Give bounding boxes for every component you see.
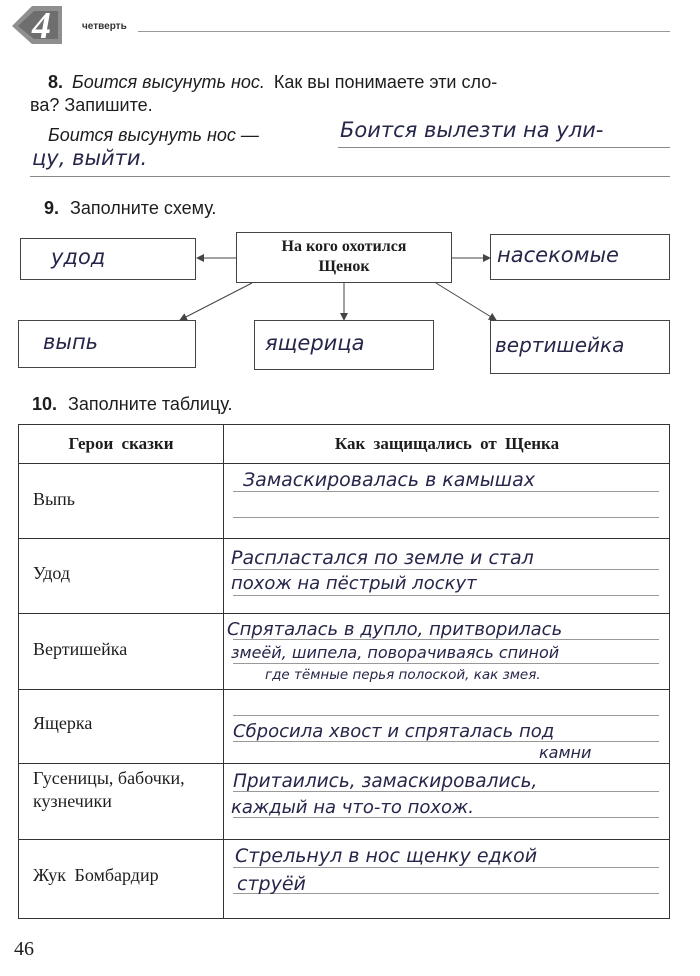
answer-rule (233, 867, 659, 868)
answer-text: похож на пёстрый лоскут (231, 573, 477, 594)
answer-rule (233, 491, 659, 492)
task10-heading (32, 394, 232, 415)
hero-cell: Вертишейка (33, 639, 128, 659)
table-header-defense: Как защищались от Щенка (334, 434, 560, 453)
task10-number: 10. (32, 394, 58, 414)
quarter-number: 4 (32, 5, 51, 47)
arrow-to-bottom-right (436, 283, 496, 320)
table-column-divider (223, 425, 224, 918)
answer-text: Замаскировалась в камышах (243, 469, 536, 491)
answer-text: каждый на что-то похож. (231, 797, 474, 818)
answer-rule (233, 715, 659, 716)
scheme-box-bottom-middle-text: ящерица (265, 331, 365, 355)
answer-text: струёй (237, 873, 306, 895)
scheme-box-bottom-left (18, 320, 196, 368)
arrow-to-bottom-left (180, 283, 252, 320)
answers-table (18, 424, 670, 919)
hero-cell: Удод (33, 563, 71, 583)
scheme-box-bottom-right (490, 320, 670, 374)
table-header-heroes: Герои сказки (68, 434, 174, 453)
answer-text: змеёй, шипела, поворачиваясь спиной (231, 643, 560, 662)
row-border-3 (19, 689, 669, 690)
quarter-label: четверть (82, 21, 127, 32)
scheme-center-text: На кого охотился Щенок (281, 238, 407, 275)
task8-number: 8. (48, 72, 64, 92)
answer-rule (233, 595, 659, 596)
task8-answer-line1: Боится вылезти на ули- (340, 118, 604, 142)
task10-instruction: Заполните таблицу. (68, 394, 233, 414)
scheme-center-box (236, 232, 452, 283)
task8-answer-line2: цу, выйти. (32, 146, 148, 170)
answer-text: Притаились, замаскировались, (233, 771, 538, 792)
task8-question-line2: ва? Запишите. (30, 95, 153, 115)
task8-quote: Боится высунуть нос. (72, 72, 265, 92)
answer-rule (233, 663, 659, 664)
answer-text: Сбросила хвост и спряталась под (233, 721, 555, 742)
scheme-box-top-right-text: насекомые (497, 243, 619, 267)
answer-rule (233, 569, 659, 570)
row-border-2 (19, 613, 669, 614)
hero-cell: Гусеницы, бабочки, кузнечики (33, 768, 185, 811)
answer-text: Стрельнул в нос щенку едкой (235, 845, 538, 867)
scheme-box-bottom-left-text: выпь (43, 330, 99, 354)
scheme-box-top-left-text: удод (51, 245, 106, 269)
scheme-box-bottom-right-text: вертишейка (495, 333, 625, 357)
hero-cell: Жук Бомбардир (33, 865, 159, 885)
answer-text: где тёмные перья полоской, как змея. (265, 667, 541, 683)
answer-text: Спряталась в дупло, притворилась (227, 619, 563, 640)
table-header-rule (19, 463, 669, 464)
answer-text: Распластался по земле и стал (231, 547, 534, 569)
row-border-5 (19, 839, 669, 840)
answer-text: камни (539, 743, 592, 762)
hero-cell: Выпь (33, 489, 75, 509)
task9-number: 9. (44, 198, 60, 218)
task8-question-rest: Как вы понимаете эти сло- (273, 72, 498, 92)
page-number: 46 (14, 938, 34, 960)
row-border-1 (19, 538, 669, 539)
hero-cell: Ящерка (33, 713, 93, 733)
scheme-box-top-right (490, 234, 670, 280)
row-border-4 (19, 763, 669, 764)
task9-instruction: Заполните схему. (70, 198, 217, 218)
scheme-box-bottom-middle (254, 320, 434, 370)
scheme-box-top-left (20, 238, 196, 280)
answer-rule (233, 517, 659, 518)
task8-answer-prefix: Боится высунуть нос — (48, 125, 259, 145)
